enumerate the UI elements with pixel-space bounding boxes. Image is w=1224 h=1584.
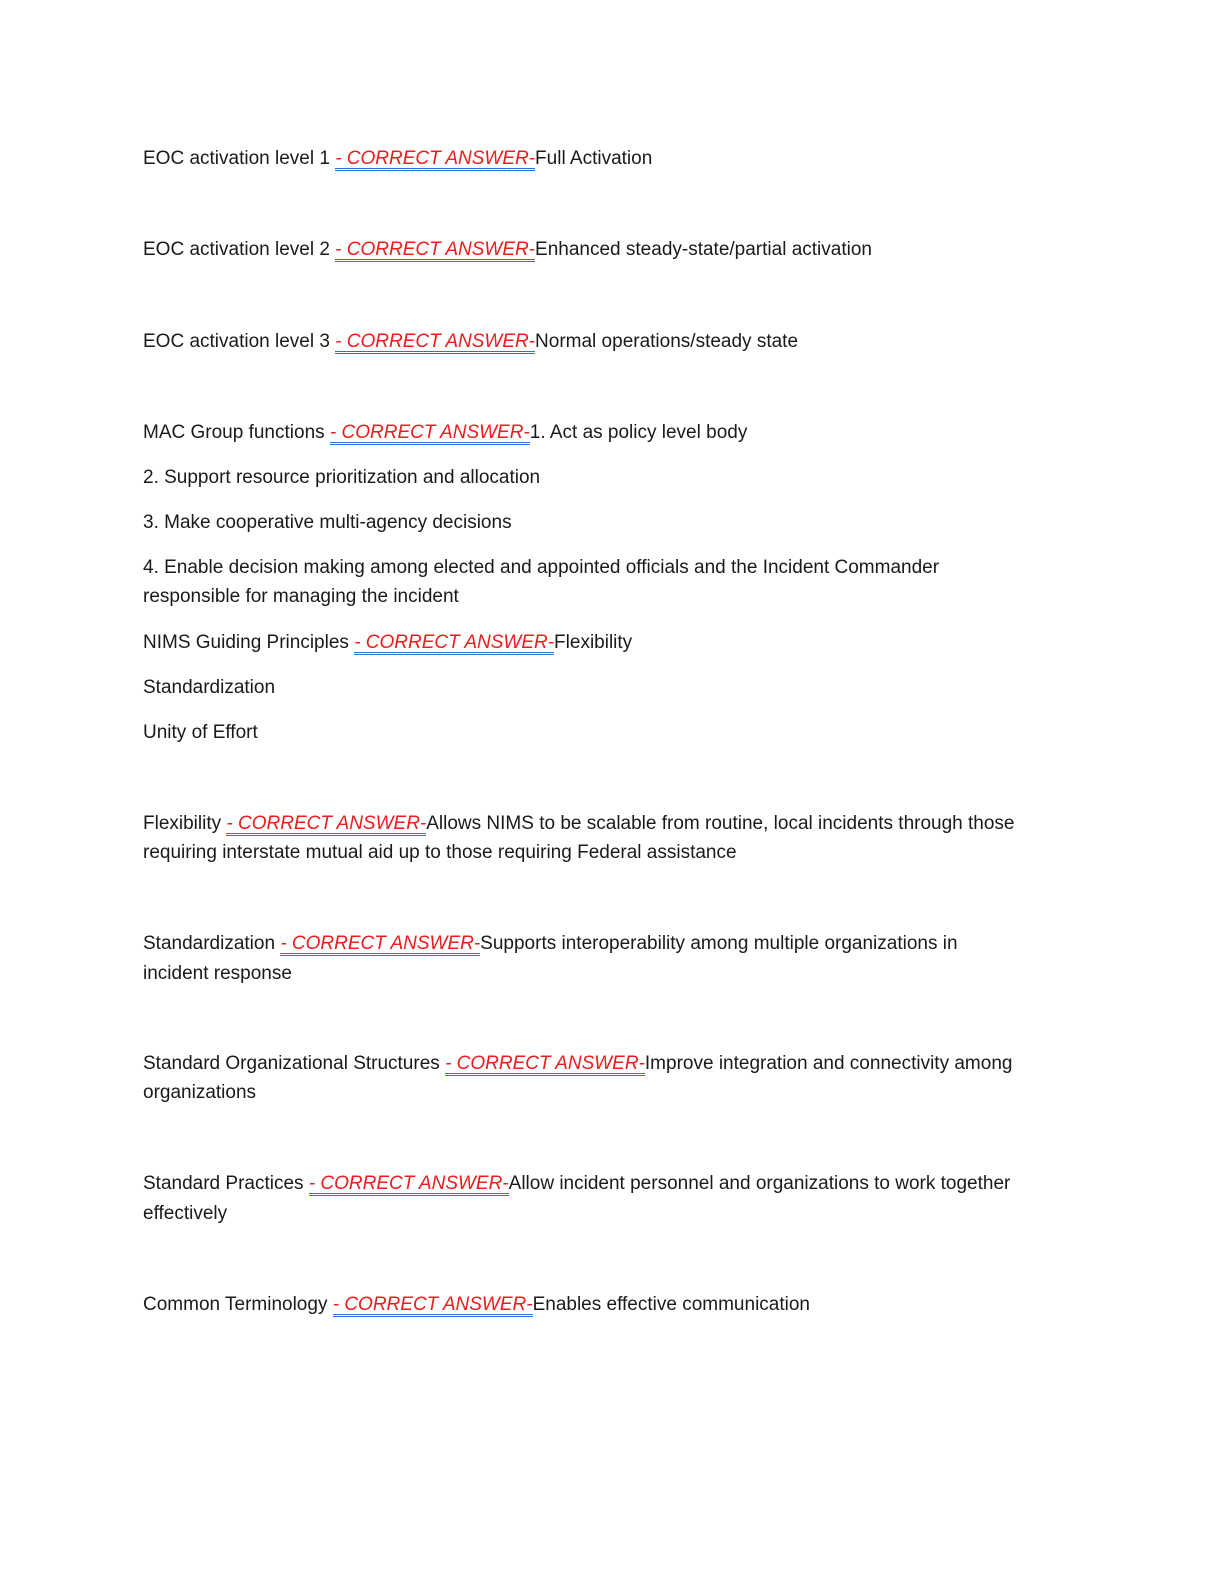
qa-line-standardization [143,929,1083,958]
correct-answer-tag: - CORRECT ANSWER- [335,239,536,260]
standard-practices-continued: effectively [143,1203,228,1224]
principle-unity-of-effort: Unity of Effort [143,722,258,743]
list-item-3: 3. Make cooperative multi-agency decisions [143,512,512,533]
list-item-4: 4. Enable decision making among elected and appointed officials and the Incident Commander [143,557,940,578]
term: Standard Organizational Structures [143,1053,446,1074]
qa-line-eoc-level-1 [143,144,1083,173]
list-item-4-continued: responsible for managing the incident [143,586,459,607]
term: NIMS Guiding Principles [143,632,355,653]
term: EOC activation level 2 [143,239,336,260]
qa-line-eoc-level-2 [143,235,1083,264]
principle-standardization: Standardization [143,677,276,698]
qa-line-nims-guiding-principles [143,628,1083,657]
correct-answer-tag: - CORRECT ANSWER- [226,813,427,834]
term: Flexibility [143,813,227,834]
correct-answer-tag: - CORRECT ANSWER- [445,1053,645,1074]
term: Standardization [143,933,281,954]
correct-answer-tag: - CORRECT ANSWER- [335,331,536,352]
answer: Enables effective communication [532,1294,810,1315]
correct-answer-tag: - CORRECT ANSWER- [329,422,530,443]
standardization-continued: incident response [143,963,292,984]
qa-line-mac-group-functions [143,418,1083,447]
correct-answer-tag: - CORRECT ANSWER- [335,148,536,169]
standard-organizational-structures-continued: organizations [143,1082,257,1103]
term: EOC activation level 1 [143,148,336,169]
correct-answer-tag: - CORRECT ANSWER- [308,1173,509,1194]
list-item-2: 2. Support resource prioritization and allocation [143,467,541,488]
term: Standard Practices [143,1173,309,1194]
correct-answer-tag: - CORRECT ANSWER- [332,1294,533,1315]
term: Common Terminology [143,1294,333,1315]
qa-line-standard-organizational-structures [143,1049,1083,1078]
qa-line-common-terminology [143,1290,1083,1319]
answer: Enhanced steady-state/partial activation [535,239,872,260]
answer: Allows NIMS to be scalable from routine, local incidents through those [426,813,1015,834]
answer: Improve integration and connectivity among [644,1053,1013,1074]
answer: Allow incident personnel and organizations to work together [508,1173,1011,1194]
answer: Normal operations/steady state [535,331,799,352]
answer: 1. Act as policy level body [529,422,748,443]
qa-line-standard-practices [143,1169,1083,1198]
term: EOC activation level 3 [143,331,336,352]
qa-line-flexibility [143,809,1083,838]
qa-line-eoc-level-3 [143,327,1083,356]
term: MAC Group functions [143,422,330,443]
answer: Full Activation [535,148,653,169]
flexibility-continued: requiring interstate mutual aid up to those requiring Federal assistance [143,842,737,863]
answer: Supports interoperability among multiple organizations in [480,933,958,954]
correct-answer-tag: - CORRECT ANSWER- [280,933,481,954]
answer: Flexibility [554,632,633,653]
correct-answer-tag: - CORRECT ANSWER- [354,632,555,653]
